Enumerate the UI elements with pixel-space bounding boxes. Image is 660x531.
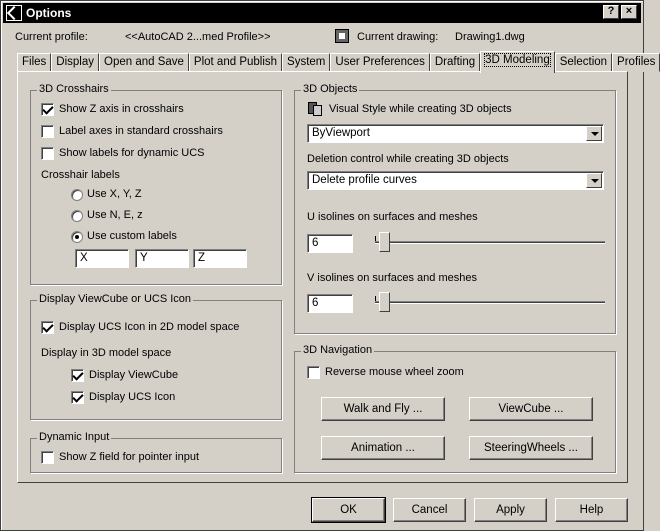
custom-z-field[interactable]: Z (193, 249, 247, 268)
tab-panel (17, 71, 628, 483)
label-axes-label: Label axes in standard crosshairs (59, 125, 223, 137)
custom-x-field[interactable]: X (75, 249, 129, 268)
title-bar (3, 3, 641, 23)
display-viewcube-label: Display ViewCube (89, 369, 179, 381)
reverse-wheel-checkbox[interactable] (307, 366, 320, 379)
visual-style-label: Visual Style while creating 3D objects (329, 103, 512, 115)
deletion-select[interactable] (307, 171, 604, 190)
visual-style-value: ByViewport (312, 127, 370, 139)
tab-profiles[interactable]: Profiles (612, 53, 660, 72)
tab-3d-modeling-label: 3D Modeling (485, 54, 550, 66)
crosshairs-group (30, 83, 282, 285)
close-title-button[interactable]: × (621, 5, 637, 19)
v-isolines-slider[interactable] (379, 292, 390, 312)
dynamic-input-group (30, 431, 282, 473)
viewcube-title: Display ViewCube or UCS Icon (39, 293, 192, 305)
current-profile-label: Current profile: (15, 31, 88, 43)
help-title-button[interactable]: ? (603, 5, 619, 19)
chevron-down-icon[interactable] (586, 126, 602, 141)
viewcube-group (30, 293, 282, 420)
current-drawing-value: Drawing1.dwg (455, 31, 525, 43)
visual-style-icon (307, 101, 321, 115)
autocad-app-icon (6, 5, 22, 21)
show-labels-ucs-label: Show labels for dynamic UCS (59, 147, 205, 159)
ucs-2d-checkbox[interactable] (41, 321, 54, 334)
steering-wheels-button[interactable]: SteeringWheels ... (469, 436, 593, 460)
tab-drafting[interactable]: Drafting (430, 53, 480, 72)
u-isolines-tick (375, 236, 376, 241)
use-nez-radio[interactable] (71, 210, 83, 222)
window-title: Options (26, 6, 72, 20)
v-isolines-track (375, 301, 605, 304)
current-profile-value: <<AutoCAD 2...med Profile>> (125, 31, 271, 43)
show-z-axis-label: Show Z axis in crosshairs (59, 103, 184, 115)
use-xyz-radio[interactable] (71, 189, 83, 201)
visual-style-select[interactable] (307, 124, 604, 143)
reverse-wheel-label: Reverse mouse wheel zoom (325, 366, 464, 378)
u-isolines-label: U isolines on surfaces and meshes (307, 211, 478, 223)
u-isolines-field[interactable]: 6 (307, 234, 353, 253)
ok-button[interactable]: OK (312, 498, 385, 522)
navigation-title: 3D Navigation (303, 344, 373, 356)
use-xyz-label: Use X, Y, Z (87, 188, 142, 200)
show-z-field-label: Show Z field for pointer input (59, 451, 200, 463)
apply-button[interactable]: Apply (474, 498, 547, 522)
tab-display[interactable]: Display (51, 53, 99, 72)
deletion-value: Delete profile curves (312, 174, 417, 186)
use-custom-label: Use custom labels (87, 230, 177, 242)
deletion-label: Deletion control while creating 3D objects (307, 153, 509, 165)
display-ucs-icon-label: Display UCS Icon (89, 391, 176, 403)
ucs-2d-label: Display UCS Icon in 2D model space (59, 321, 240, 333)
animation-button[interactable]: Animation ... (321, 436, 445, 460)
display-3d-title: Display in 3D model space (41, 347, 172, 359)
use-custom-radio[interactable] (71, 231, 83, 243)
tab-open-and-save[interactable]: Open and Save (99, 53, 189, 72)
v-isolines-label: V isolines on surfaces and meshes (307, 272, 477, 284)
walk-and-fly-button[interactable]: Walk and Fly ... (321, 397, 445, 421)
cancel-button[interactable]: Cancel (393, 498, 466, 522)
tab-selection[interactable]: Selection (555, 53, 612, 72)
tab-plot-and-publish[interactable]: Plot and Publish (189, 53, 282, 72)
navigation-group (294, 344, 616, 473)
dynamic-input-title: Dynamic Input (39, 431, 110, 443)
u-isolines-track (375, 241, 605, 244)
profile-row (15, 29, 633, 47)
tab-3d-modeling[interactable] (480, 51, 555, 73)
tab-files[interactable]: Files (17, 53, 51, 72)
tab-strip (17, 51, 660, 71)
v-isolines-tick (375, 296, 376, 301)
display-viewcube-checkbox[interactable] (71, 369, 84, 382)
chevron-down-icon[interactable] (586, 173, 602, 188)
display-ucs-icon-checkbox[interactable] (71, 391, 84, 404)
v-isolines-field[interactable]: 6 (307, 294, 353, 313)
viewcube-button[interactable]: ViewCube ... (469, 397, 593, 421)
show-labels-ucs-checkbox[interactable] (41, 147, 54, 160)
objects3d-group (294, 83, 616, 334)
help-button[interactable]: Help (555, 498, 628, 522)
show-z-field-checkbox[interactable] (41, 451, 54, 464)
current-drawing-label: Current drawing: (357, 31, 439, 43)
crosshairs-title: 3D Crosshairs (39, 83, 109, 95)
crosshair-labels-title: Crosshair labels (41, 169, 120, 181)
use-nez-label: Use N, E, z (87, 209, 143, 221)
u-isolines-slider[interactable] (379, 232, 390, 252)
drawing-icon (335, 29, 349, 43)
objects3d-title: 3D Objects (303, 83, 358, 95)
tab-system[interactable]: System (282, 53, 330, 72)
label-axes-checkbox[interactable] (41, 125, 54, 138)
show-z-axis-checkbox[interactable] (41, 103, 54, 116)
tab-user-preferences[interactable]: User Preferences (330, 53, 429, 72)
custom-y-field[interactable]: Y (135, 249, 189, 268)
